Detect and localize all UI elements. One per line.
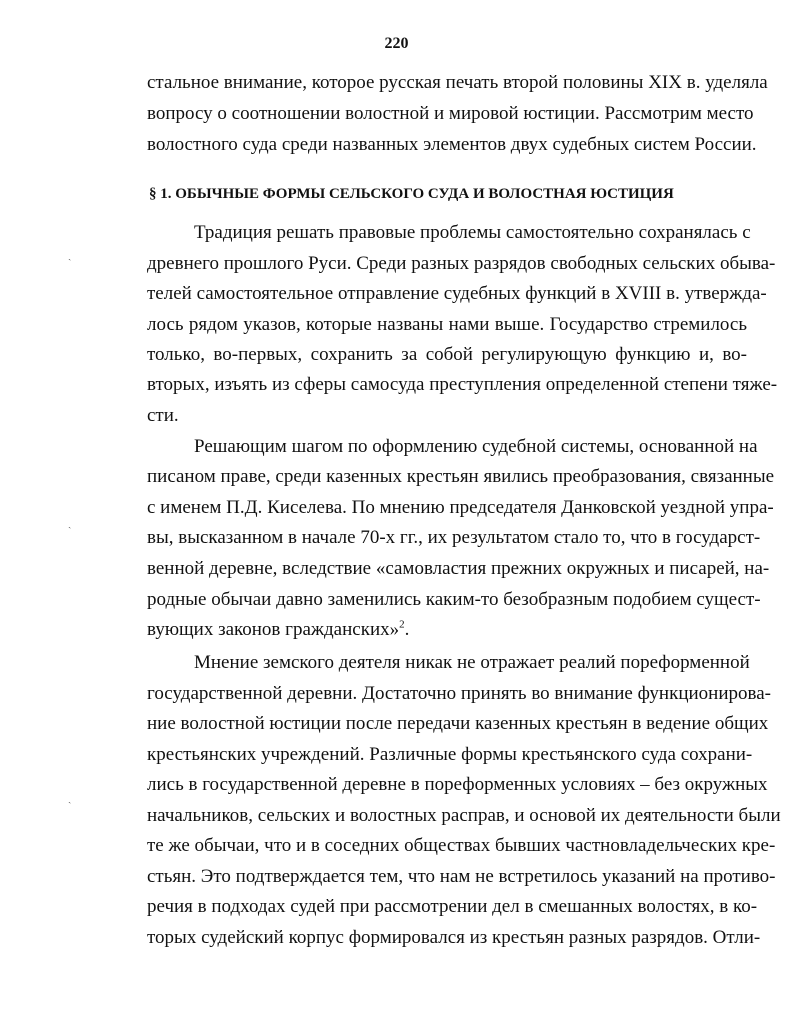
- paragraph-line: Традиция решать правовые проблемы самостоятельно сохранялась с: [194, 222, 751, 243]
- paragraph-line: ние волостной юстиции после передачи казенных крестьян в ведение общих: [147, 713, 769, 734]
- paragraph-line: лось рядом указов, которые названы нами выше. Государство стремилось: [147, 314, 747, 335]
- intro-line: вопросу о соотношении волостной и мировой юстиции. Рассмотрим место: [147, 103, 754, 124]
- paragraph-line: вторых, изъять из сферы самосуда преступления определенной степени тяже-: [147, 374, 778, 395]
- paragraph-line: венной деревне, вследствие «самовластия прежних окружных и писарей, на-: [147, 558, 770, 579]
- intro-line: стальное внимание, которое русская печать второй половины XIX в. уделяла: [147, 72, 768, 93]
- paragraph-line: государственной деревни. Достаточно принять во внимание функционирова-: [147, 683, 771, 704]
- paragraph-line: крестьянских учреждений. Различные формы крестьянского суда сохрани-: [147, 744, 753, 765]
- paragraph-line: вы, высказанном в начале 70-х гг., их результатом стало то, что в государст-: [147, 527, 761, 548]
- page-number: 220: [384, 35, 409, 52]
- scan-margin-mark: ˎ: [68, 518, 72, 529]
- paragraph-line: с именем П.Д. Киселева. По мнению председателя Данковской уездной упра-: [147, 497, 774, 518]
- paragraph-line: начальников, сельских и волостных расправ, и основой их деятельности были: [147, 805, 781, 826]
- paragraph-line: сти.: [147, 405, 179, 426]
- paragraph-line: Мнение земского деятеля никак не отражает реалий пореформенной: [194, 652, 750, 673]
- footnote-trailer: .: [404, 619, 410, 640]
- footnote-reference[interactable]: 2: [399, 618, 405, 631]
- section-heading: § 1. ОБЫЧНЫЕ ФОРМЫ СЕЛЬСКОГО СУДА И ВОЛОСТНАЯ ЮСТИЦИЯ: [149, 186, 674, 202]
- paragraph-line: речия в подходах судей при рассмотрении дел в смешанных волостях, в ко-: [147, 896, 758, 917]
- scan-margin-mark: ˎ: [68, 250, 72, 261]
- paragraph-line: [147, 619, 747, 641]
- paragraph-line: только, во-первых, сохранить за собой регулирующую функцию и, во-: [147, 344, 747, 365]
- intro-line: волостного суда среди названных элементов двух судебных систем России.: [147, 134, 757, 155]
- paragraph-line: телей самостоятельное отправление судебных функций в XVIII в. утвержда-: [147, 283, 767, 304]
- paragraph-line: Решающим шагом по оформлению судебной системы, основанной на: [194, 436, 758, 457]
- paragraph-line: стьян. Это подтверждается тем, что нам не встретилось указаний на противо-: [147, 866, 776, 887]
- paragraph-line-text: вующих законов гражданских»: [147, 619, 400, 640]
- paragraph-line: лись в государственной деревне в пореформенных условиях – без окружных: [147, 774, 768, 795]
- paragraph-line: те же обычаи, что и в соседних обществах бывших частновладельческих кре-: [147, 835, 776, 856]
- paragraph-line: писаном праве, среди казенных крестьян явились преобразования, связанные: [147, 466, 775, 487]
- paragraph-line: торых судейский корпус формировался из крестьян разных разрядов. Отли-: [147, 927, 761, 948]
- scan-margin-mark: ˎ: [68, 793, 72, 804]
- paragraph-line: родные обычаи давно заменились каким-то безобразным подобием сущест-: [147, 589, 761, 610]
- paragraph-line: древнего прошлого Руси. Среди разных разрядов свободных сельских обыва-: [147, 253, 776, 274]
